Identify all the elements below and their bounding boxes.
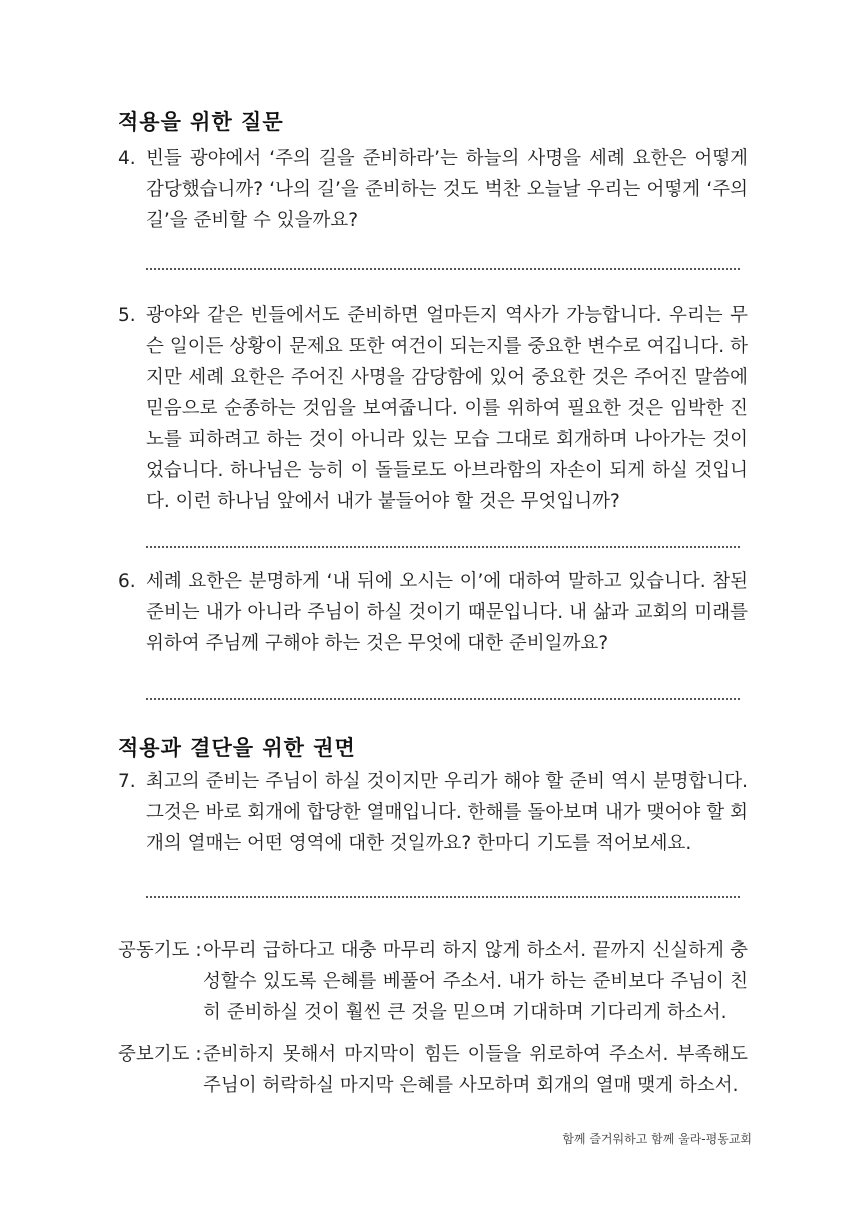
question-text: 빈들 광야에서 ‘주의 길을 준비하라’는 하늘의 사명을 세례 요한은 어떻게 감당했습니까? ‘나의 길’을 준비하는 것도 벅찬 오늘날 우리는 어떻게 ‘주의 길’을 준비할 수 있을까요?: [146, 148, 748, 231]
prayer-text: 아무리 급하다고 대충 마무리 하지 않게 하소서. 끝까지 신실하게 충성할수 있도록 은혜를 베풀어 주소서. 내가 하는 준비보다 주님이 친히 준비하실 것이 훨씬 큰 것을 믿으며 기대하며 기다리게 하소서.: [203, 940, 748, 1023]
question-item: [118, 566, 748, 659]
prayer-label: 중보기도 :: [118, 1044, 202, 1065]
question-number: 7.: [118, 771, 136, 792]
prayer-common: [118, 935, 748, 1028]
answer-line[interactable]: [146, 896, 740, 898]
answer-line[interactable]: [146, 268, 740, 270]
section-heading-application-questions: 적용을 위한 질문: [118, 110, 284, 134]
question-text: 세례 요한은 분명하게 ‘내 뒤에 오시는 이’에 대하여 말하고 있습니다. 참된 준비는 내가 아니라 주님이 하실 것이기 때문입니다. 내 삶과 교회의 미래를 위하여 주님께 구해야 하는 것은 무엇에 대한 준비일까요?: [146, 571, 748, 654]
prayer-text: 준비하지 못해서 마지막이 힘든 이들을 위로하여 주소서. 부족해도 주님이 허락하실 마지막 은혜를 사모하며 회개의 열매 맺게 하소서.: [203, 1044, 748, 1096]
section-heading-application-decision: 적용과 결단을 위한 권면: [118, 736, 356, 760]
prayer-intercession: [118, 1039, 748, 1101]
question-item: [118, 143, 748, 236]
answer-line[interactable]: [146, 698, 740, 700]
prayer-label: 공동기도 :: [118, 940, 202, 961]
page-footer: 함께 즐거워하고 함께 울라-평동교회: [562, 1132, 752, 1146]
question-number: 6.: [118, 571, 136, 592]
question-item: [118, 766, 748, 859]
question-item: [118, 300, 748, 517]
answer-line[interactable]: [146, 546, 740, 548]
question-number: 4.: [118, 148, 136, 169]
question-text: 최고의 준비는 주님이 하실 것이지만 우리가 해야 할 준비 역시 분명합니다. 그것은 바로 회개에 합당한 열매입니다. 한해를 돌아보며 내가 맺어야 할 회개의 열매는 어떤 영역에 대한 것일까요? 한마디 기도를 적어보세요.: [146, 771, 748, 854]
question-number: 5.: [118, 305, 136, 326]
question-text: 광야와 같은 빈들에서도 준비하면 얼마든지 역사가 가능합니다. 우리는 무슨 일이든 상황이 문제요 또한 여건이 되는지를 중요한 변수로 여깁니다. 하지만 세례 요한은 주어진 사명을 감당함에 있어 중요한 것은 주어진 말씀에 믿음으로 순종하는 것임을 보여줍니다. 이를 위하여 필요한 것은 임박한 진노를 피하려고 하는 것이 아니라 있는 모습 그대로 회개하며 나아가는 것이었습니다. 하나님은 능히 이 돌들로도 아브라함의 자손이 되게 하실 것입니다. 이런 하나님 앞에서 내가 붙들어야 할 것은 무엇입니까?: [146, 305, 748, 512]
